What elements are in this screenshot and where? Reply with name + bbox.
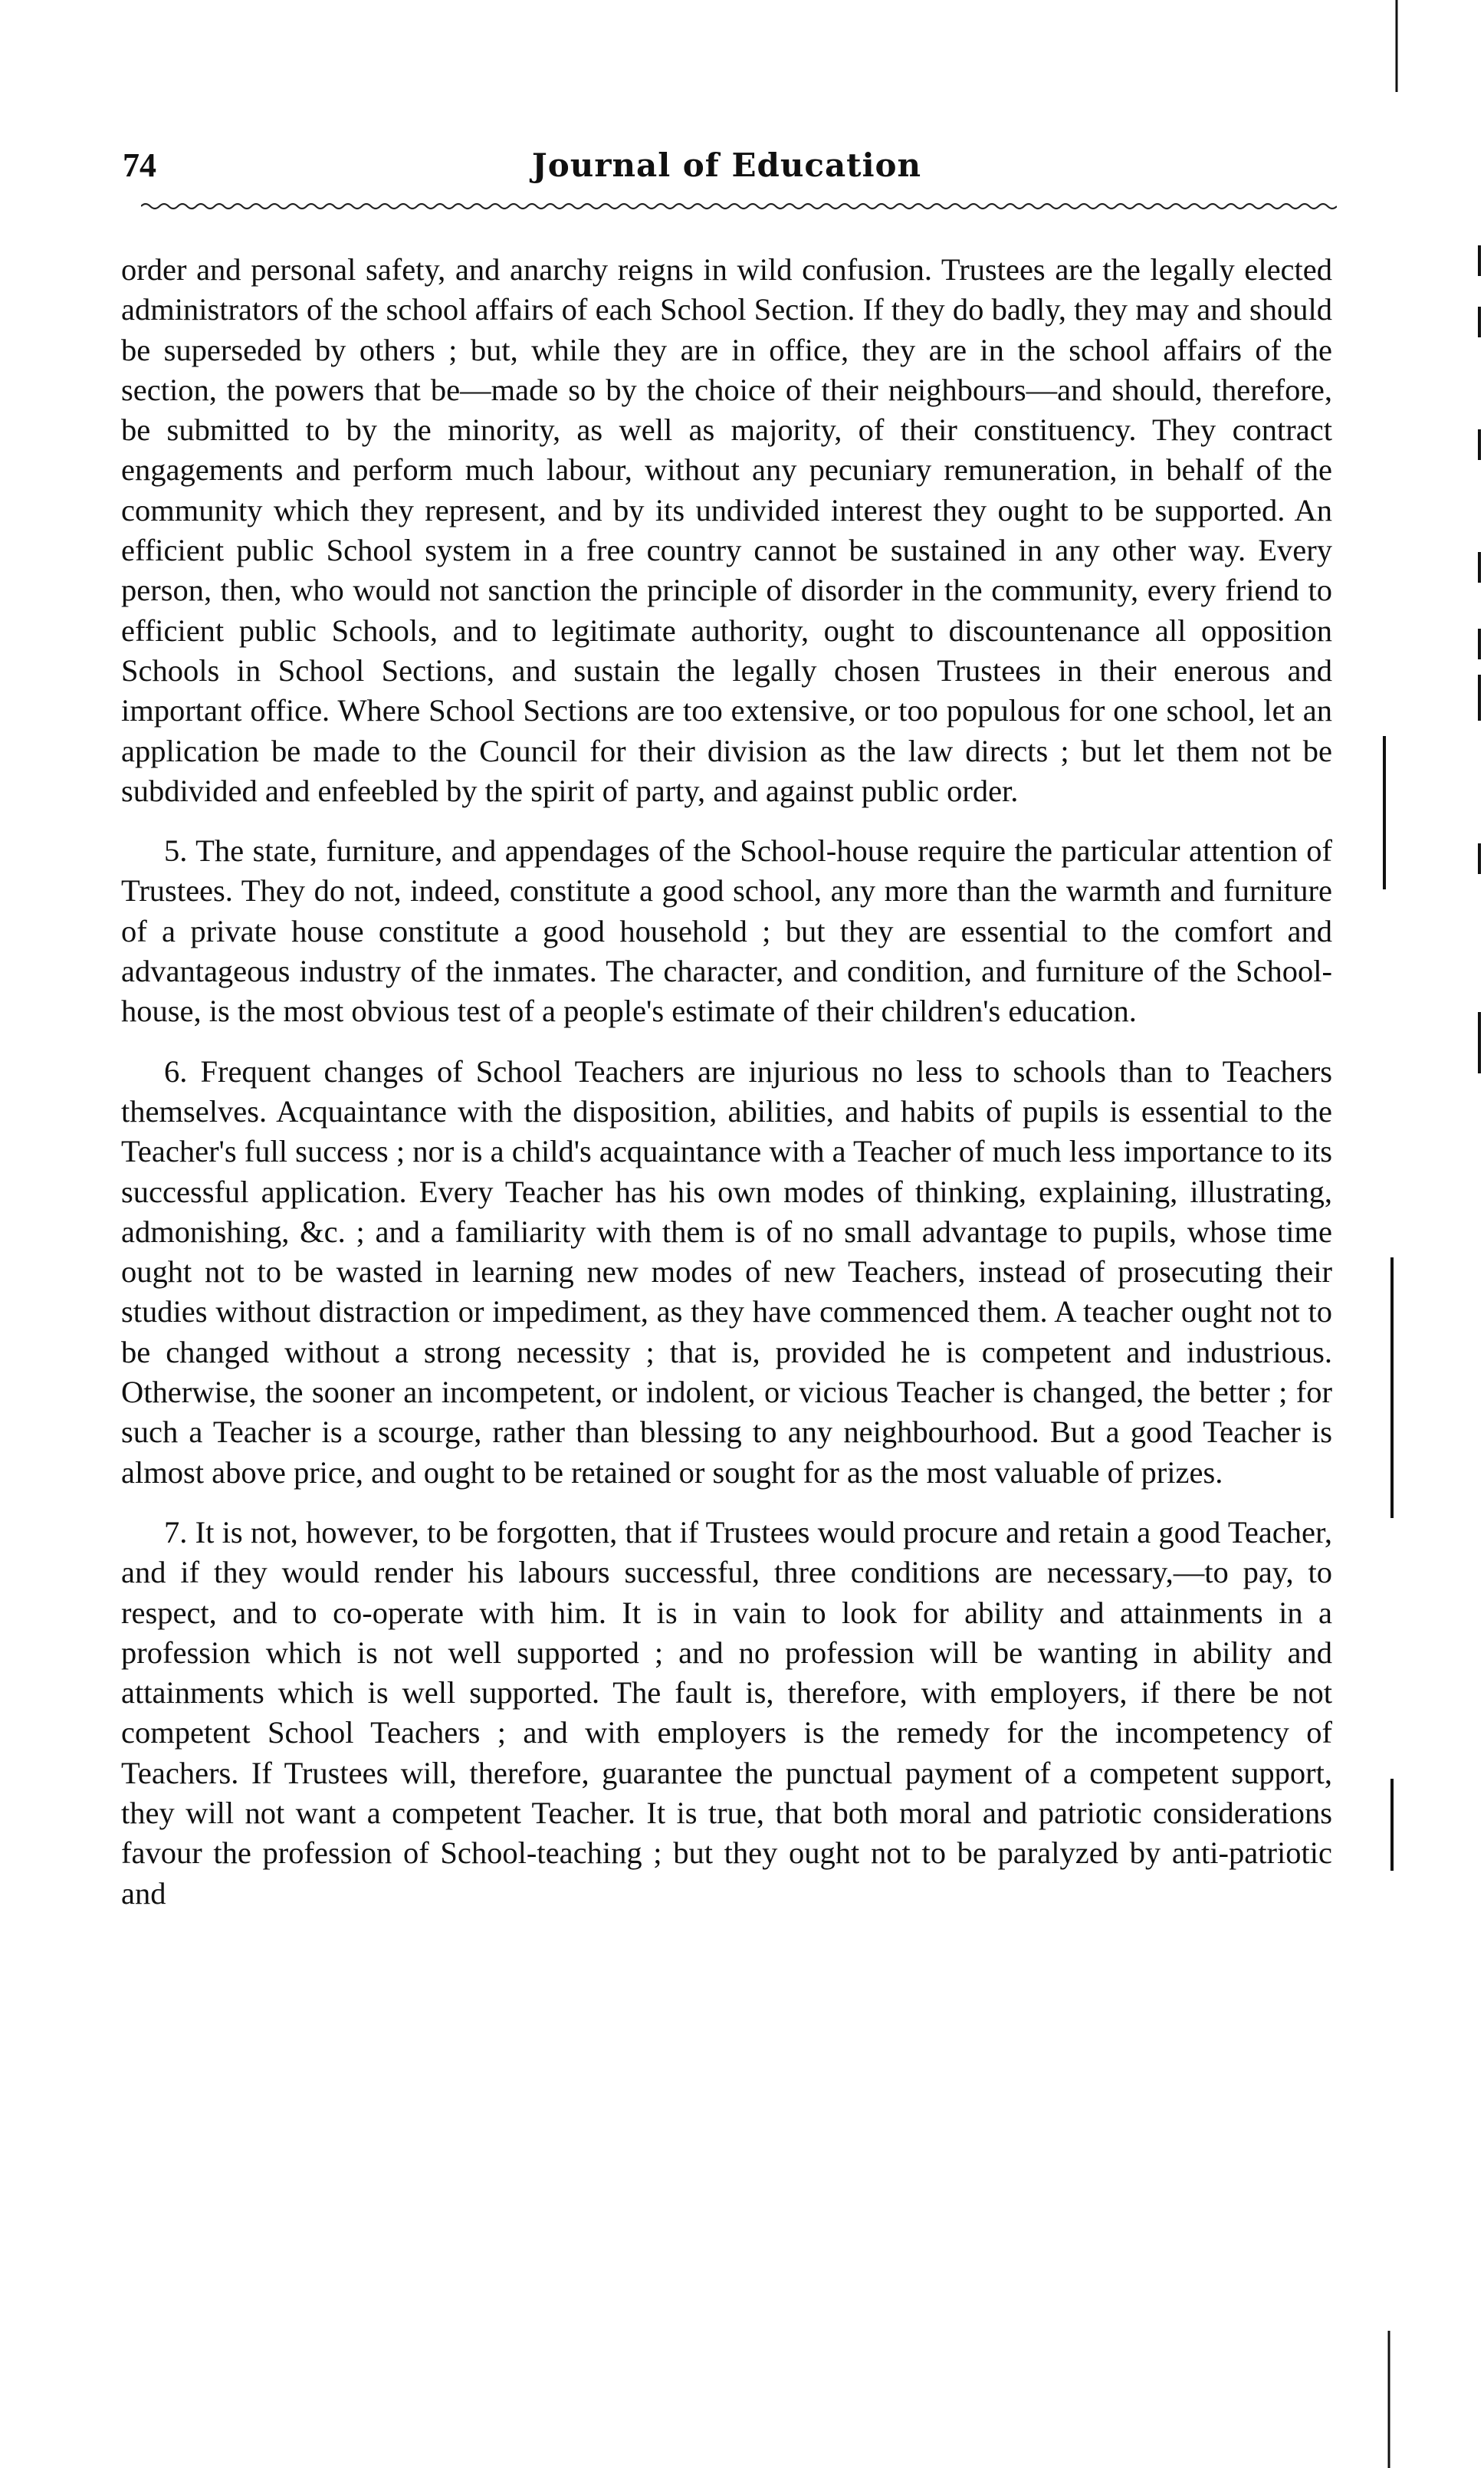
page-header: [121, 143, 1332, 196]
paragraph-continuation: order and personal safety, and anarchy reigns in wild confusion. Trustees are the legally elected administrators of the school affairs of each School Section. If they do badly, they may and should be superseded by others ; but, while they are in office, they are in the school affairs of the section, the powers that be—made so by the choice of their neighbours—and should, therefore, be submitted to by the minority, as well as majority, of their constituency. They contract engagements and perform much labour, without any pecuniary remuneration, in behalf of the community which they represent, and by its undivided interest they ought to be supported. An efficient public School system in a free country cannot be sustained in any other way. Every person, then, who would not sanction the principle of disorder in the community, every friend to efficient public Schools, and to legitimate authority, ought to discountenance all opposition Schools in School Sections, and sustain the legally chosen Trustees in their enerous and important office. Where School Sections are too extensive, or too populous for one school, let an application be made to the Council for their division as the law directs ; but let them not be subdivided and enfeebled by the spirit of party, and against public order.: [121, 252, 1332, 808]
body-text: [121, 250, 1332, 1914]
header-rule: [141, 201, 1337, 212]
facing-page-edge-marks: [1372, 0, 1484, 2468]
running-title: Journal of Education: [531, 146, 922, 184]
paragraph-7: 7. It is not, however, to be forgotten, that if Trustees would procure and retain a good Teacher, and if they would render his labours successful, three conditions are necessary,—to pay, to respect, and to co-operate with him. It is in vain to look for ability and attainments in a profession which is not well supported ; and no profession will be wanting in ability and attainments which is well supported. The fault is, therefore, with employers, if there be not competent School Teachers ; and with employers is the remedy for the incompetency of Teachers. If Trustees will, therefore, guarantee the punctual payment of a competent support, they will not want a competent Teacher. It is true, that both moral and patriotic considerations favour the profession of School-teaching ; but they ought not to be paralyzed by anti-patriotic and: [121, 1514, 1332, 1911]
paragraph-6: 6. Frequent changes of School Teachers are injurious no less to schools than to Teachers themselves. Acquaintance with the disposition, abilities, and habits of pupils is essential to the Teacher's full success ; nor is a child's acquaintance with a Teacher of much less importance to its successful application. Every Teacher has his own modes of thinking, explaining, illustrating, admonishing, &c. ; and a familiarity with them is of no small advantage to pupils, whose time ought not to be wasted in learning new modes of new Teachers, instead of prosecuting their studies without distraction or impediment, as they have commenced them. A teacher ought not to be changed without a strong necessity ; that is, provided he is competent and industrious. Otherwise, the sooner an incompetent, or indolent, or vicious Teacher is changed, the better ; for such a Teacher is a scourge, rather than blessing to any neighbourhood. But a good Teacher is almost above price, and ought to be retained or sought for as the most valuable of prizes.: [121, 1053, 1332, 1490]
page-number: 74: [123, 146, 156, 184]
paragraph-5: 5. The state, furniture, and appendages of the School-house require the particular attention of Trustees. They do not, indeed, constitute a good school, any more than the warmth and furniture of a private house constitute a good household ; but they are essential to the comfort and advantageous industry of the inmates. The character, and condition, and furniture of the School-house, is the most obvious test of a people's estimate of their children's education.: [121, 833, 1332, 1029]
